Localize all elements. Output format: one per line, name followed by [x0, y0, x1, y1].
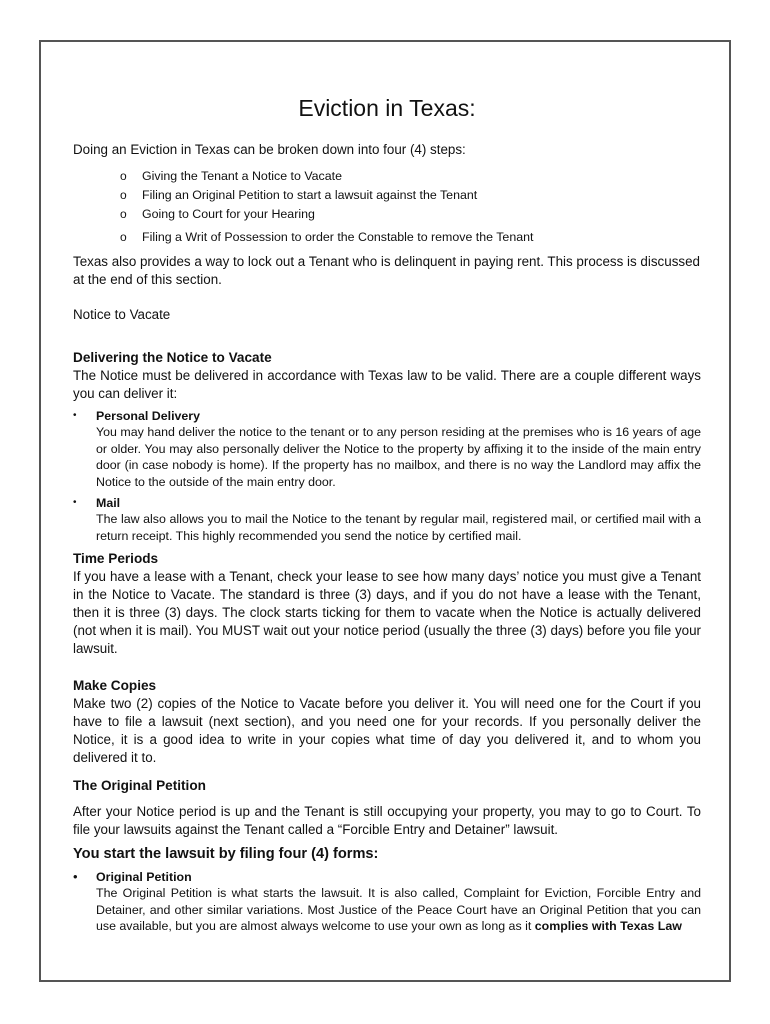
steps-list	[73, 167, 701, 247]
delivery-methods-list	[73, 408, 701, 544]
delivering-text: The Notice must be delivered in accordance with Texas law to be valid. There are a couple different ways you can deliver it:	[73, 368, 701, 401]
list-marker: o	[120, 169, 127, 183]
forms-heading: You start the lawsuit by filing four (4) forms:	[73, 846, 379, 862]
document-page	[39, 40, 731, 982]
list-marker: o	[120, 207, 127, 221]
list-item: o Filing an Original Petition to start a lawsuit against the Tenant	[120, 186, 701, 205]
original-petition-form-title: Original Petition	[96, 870, 192, 884]
list-item	[73, 408, 701, 490]
bullet-icon: •	[73, 410, 77, 421]
original-petition-heading: The Original Petition	[73, 778, 206, 793]
mail-title: Mail	[96, 496, 121, 510]
list-marker: o	[120, 230, 127, 244]
make-copies-text: Make two (2) copies of the Notice to Vacate before you deliver it. You will need one for the Court if you have to file a lawsuit (next section), and you need one for your records. If you personally deliver the Notice, it is a good idea to write in your copies what time of day you delivered it, and to whom you delivered it to.	[73, 696, 701, 765]
complies-bold-text: complies with Texas Law	[534, 919, 682, 933]
mail-body: The law also allows you to mail the Notice to the tenant by regular mail, registered mail, or certified mail with a return receipt. This highly recommended you send the notice by certified mail.	[96, 512, 701, 543]
list-marker: o	[120, 188, 127, 202]
original-petition-form-body: The Original Petition is what starts the lawsuit. It is also called, Complaint for Eviction, Forcible Entry and Detainer, and other similar variations. Most Justice of the Peace Court have an Original Petition that you can use available, but you are almost always welcome to use your own as long as it complies with Texas Law	[96, 886, 701, 933]
document-content	[73, 93, 701, 935]
bullet-icon: •	[73, 497, 77, 508]
delivering-heading: Delivering the Notice to Vacate	[73, 350, 272, 365]
personal-delivery-title: Personal Delivery	[96, 409, 201, 423]
list-item	[73, 869, 701, 935]
list-item: o Filing a Writ of Possession to order the Constable to remove the Tenant	[120, 228, 701, 247]
bullet-icon: •	[73, 869, 78, 884]
time-periods-heading: Time Periods	[73, 551, 159, 566]
personal-delivery-body: You may hand deliver the notice to the tenant or to any person residing at the premises who is 16 years of age or older. You may also personally deliver the Notice to the property by affixing it to the inside of the main entry door (in case nobody is home). If the property has no mailbox, and there is no way the Landlord may affix the Notice to the outside of the main entry door.	[96, 425, 701, 489]
make-copies-heading: Make Copies	[73, 678, 157, 693]
original-petition-text: After your Notice period is up and the Tenant is still occupying your property, you may to go to Court. To file your lawsuits against the Tenant called a “Forcible Entry and Detainer” lawsuit.	[73, 804, 701, 837]
page-title: Eviction in Texas:	[298, 95, 476, 121]
time-periods-text: If you have a lease with a Tenant, check your lease to see how many days’ notice you must give a Tenant in the Notice to Vacate. The standard is three (3) days, and if you do not have a lease with the Tenant, then it is three (3) days. The clock starts ticking for them to vacate when the Notice is actually delivered (not when it is mail). You MUST wait out your notice period (usually the three (3) days) before you file your lawsuit.	[73, 569, 701, 656]
list-item: o Going to Court for your Hearing	[120, 205, 701, 224]
intro-text: Doing an Eviction in Texas can be broken down into four (4) steps:	[73, 142, 466, 157]
list-item: o Giving the Tenant a Notice to Vacate	[120, 167, 701, 186]
forms-list	[73, 869, 701, 935]
notice-heading: Notice to Vacate	[73, 307, 171, 322]
lockout-paragraph: Texas also provides a way to lock out a Tenant who is delinquent in paying rent. This process is discussed at the end of this section.	[73, 254, 700, 287]
list-item	[73, 495, 701, 544]
